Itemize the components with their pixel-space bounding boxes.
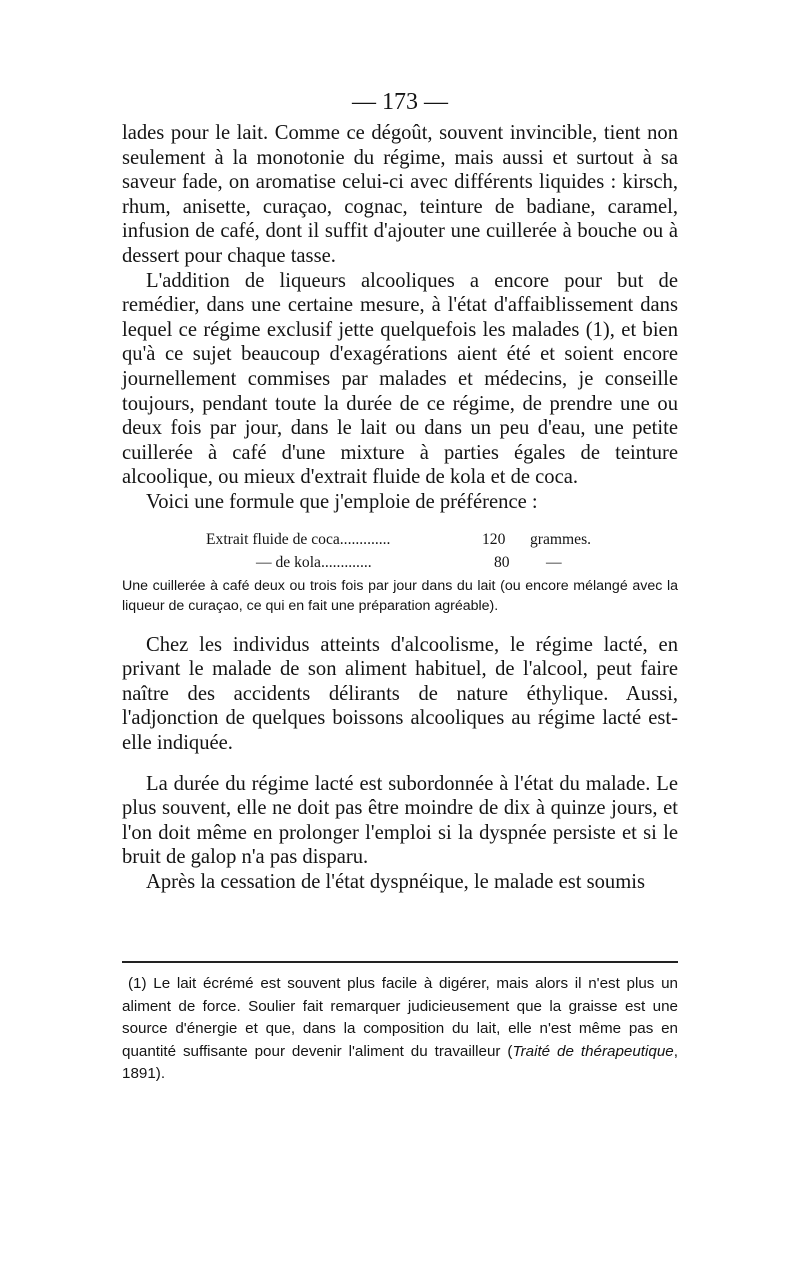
footnote-divider	[122, 961, 678, 963]
footnote-citation-title: Traité de thérapeutique	[512, 1042, 674, 1060]
formula-note: Une cuillerée à café deux ou trois fois par jour dans du lait (ou encore mélangé avec la liqueur de curaçao, ce qui en fait une préparation agréable).	[122, 577, 678, 615]
paragraph-2-part-2: , et bien qu'à ce sujet beaucoup d'exagérations aient été et soient encore journellement commises par malades et médecins, je conseille toujours, pendant toute la durée de ce régime, de prendre une ou deux fois par jour, dans le lait ou dans un peu d'eau, une petite cuillerée à café d'une mixture à parties égales de teinture alcoolique, ou mieux d'extrait fluide de kola et de coca.	[122, 318, 678, 489]
formula-line-1	[122, 529, 678, 552]
formula-line-1-label: Extrait fluide de coca.............	[206, 530, 391, 548]
formula-line-1-amount: 120	[482, 530, 506, 548]
formula-block	[122, 529, 678, 617]
main-text	[122, 121, 678, 895]
paragraph-3: Voici une formule que j'emploie de préférence :	[146, 490, 538, 513]
paragraph-6: Après la cessation de l'état dyspnéique, le malade est soumis	[146, 871, 645, 894]
paragraph-1: lades pour le lait. Comme ce dégoût, souvent invincible, tient non seulement à la monotonie du régime, mais aussi et surtout à sa saveur fade, on aromatise celui-ci avec différents liquides : kirsch, rhum, anisette, curaçao, cognac, teinture de badiane, caramel, infusion de café, dont il suffit d'ajouter une cuillerée à bouche ou à dessert pour chaque tasse.	[122, 122, 678, 267]
footnote-citation-year: , 1891).	[122, 1042, 678, 1083]
footnote	[122, 973, 678, 1086]
formula-line-2-label: — de kola.............	[256, 553, 372, 571]
paragraph-4: Chez les individus atteints d'alcoolisme, le régime lacté, en privant le malade de son aliment habituel, de l'alcool, peut faire naître des accidents délirants de nature éthylique. Aussi, l'adjonction de quelques boissons alcooliques au régime lacté est-elle indiquée.	[122, 633, 678, 755]
paragraph-5: La durée du régime lacté est subordonnée à l'état du malade. Le plus souvent, elle ne doit pas être moindre de dix à quinze jours, et l'on doit même en prolonger l'emploi si la dyspnée persiste et si le bruit de galop n'a pas disparu.	[122, 772, 678, 869]
paragraph-2-part-1: L'addition de liqueurs alcooliques a encore pour but de remédier, dans une certaine mesure, à l'état d'affaiblissement dans lequel ce régime exclusif jette quelquefois les malades	[122, 269, 678, 341]
formula-line-1-unit: grammes.	[530, 530, 592, 548]
footnote-reference: (1)	[585, 318, 610, 341]
formula-line-2-amount: 80	[494, 553, 510, 571]
footnote-text: Le lait écrémé est souvent plus facile à digérer, mais alors il n'est plus un aliment de force. Soulier fait remarquer judicieusement que la graisse est une source d'énergie et que, dans la composition du lait, elle n'est même pas en quantité suffisante pour devenir l'aliment du travailleur	[122, 975, 678, 1060]
footnote-marker: (1)	[128, 975, 147, 992]
formula-line-2-unit: —	[546, 553, 562, 571]
paragraph-2	[122, 269, 678, 490]
page-number: — 173 —	[352, 89, 448, 115]
footnote-citation-open: (	[507, 1042, 513, 1060]
formula-line-2	[122, 552, 678, 575]
